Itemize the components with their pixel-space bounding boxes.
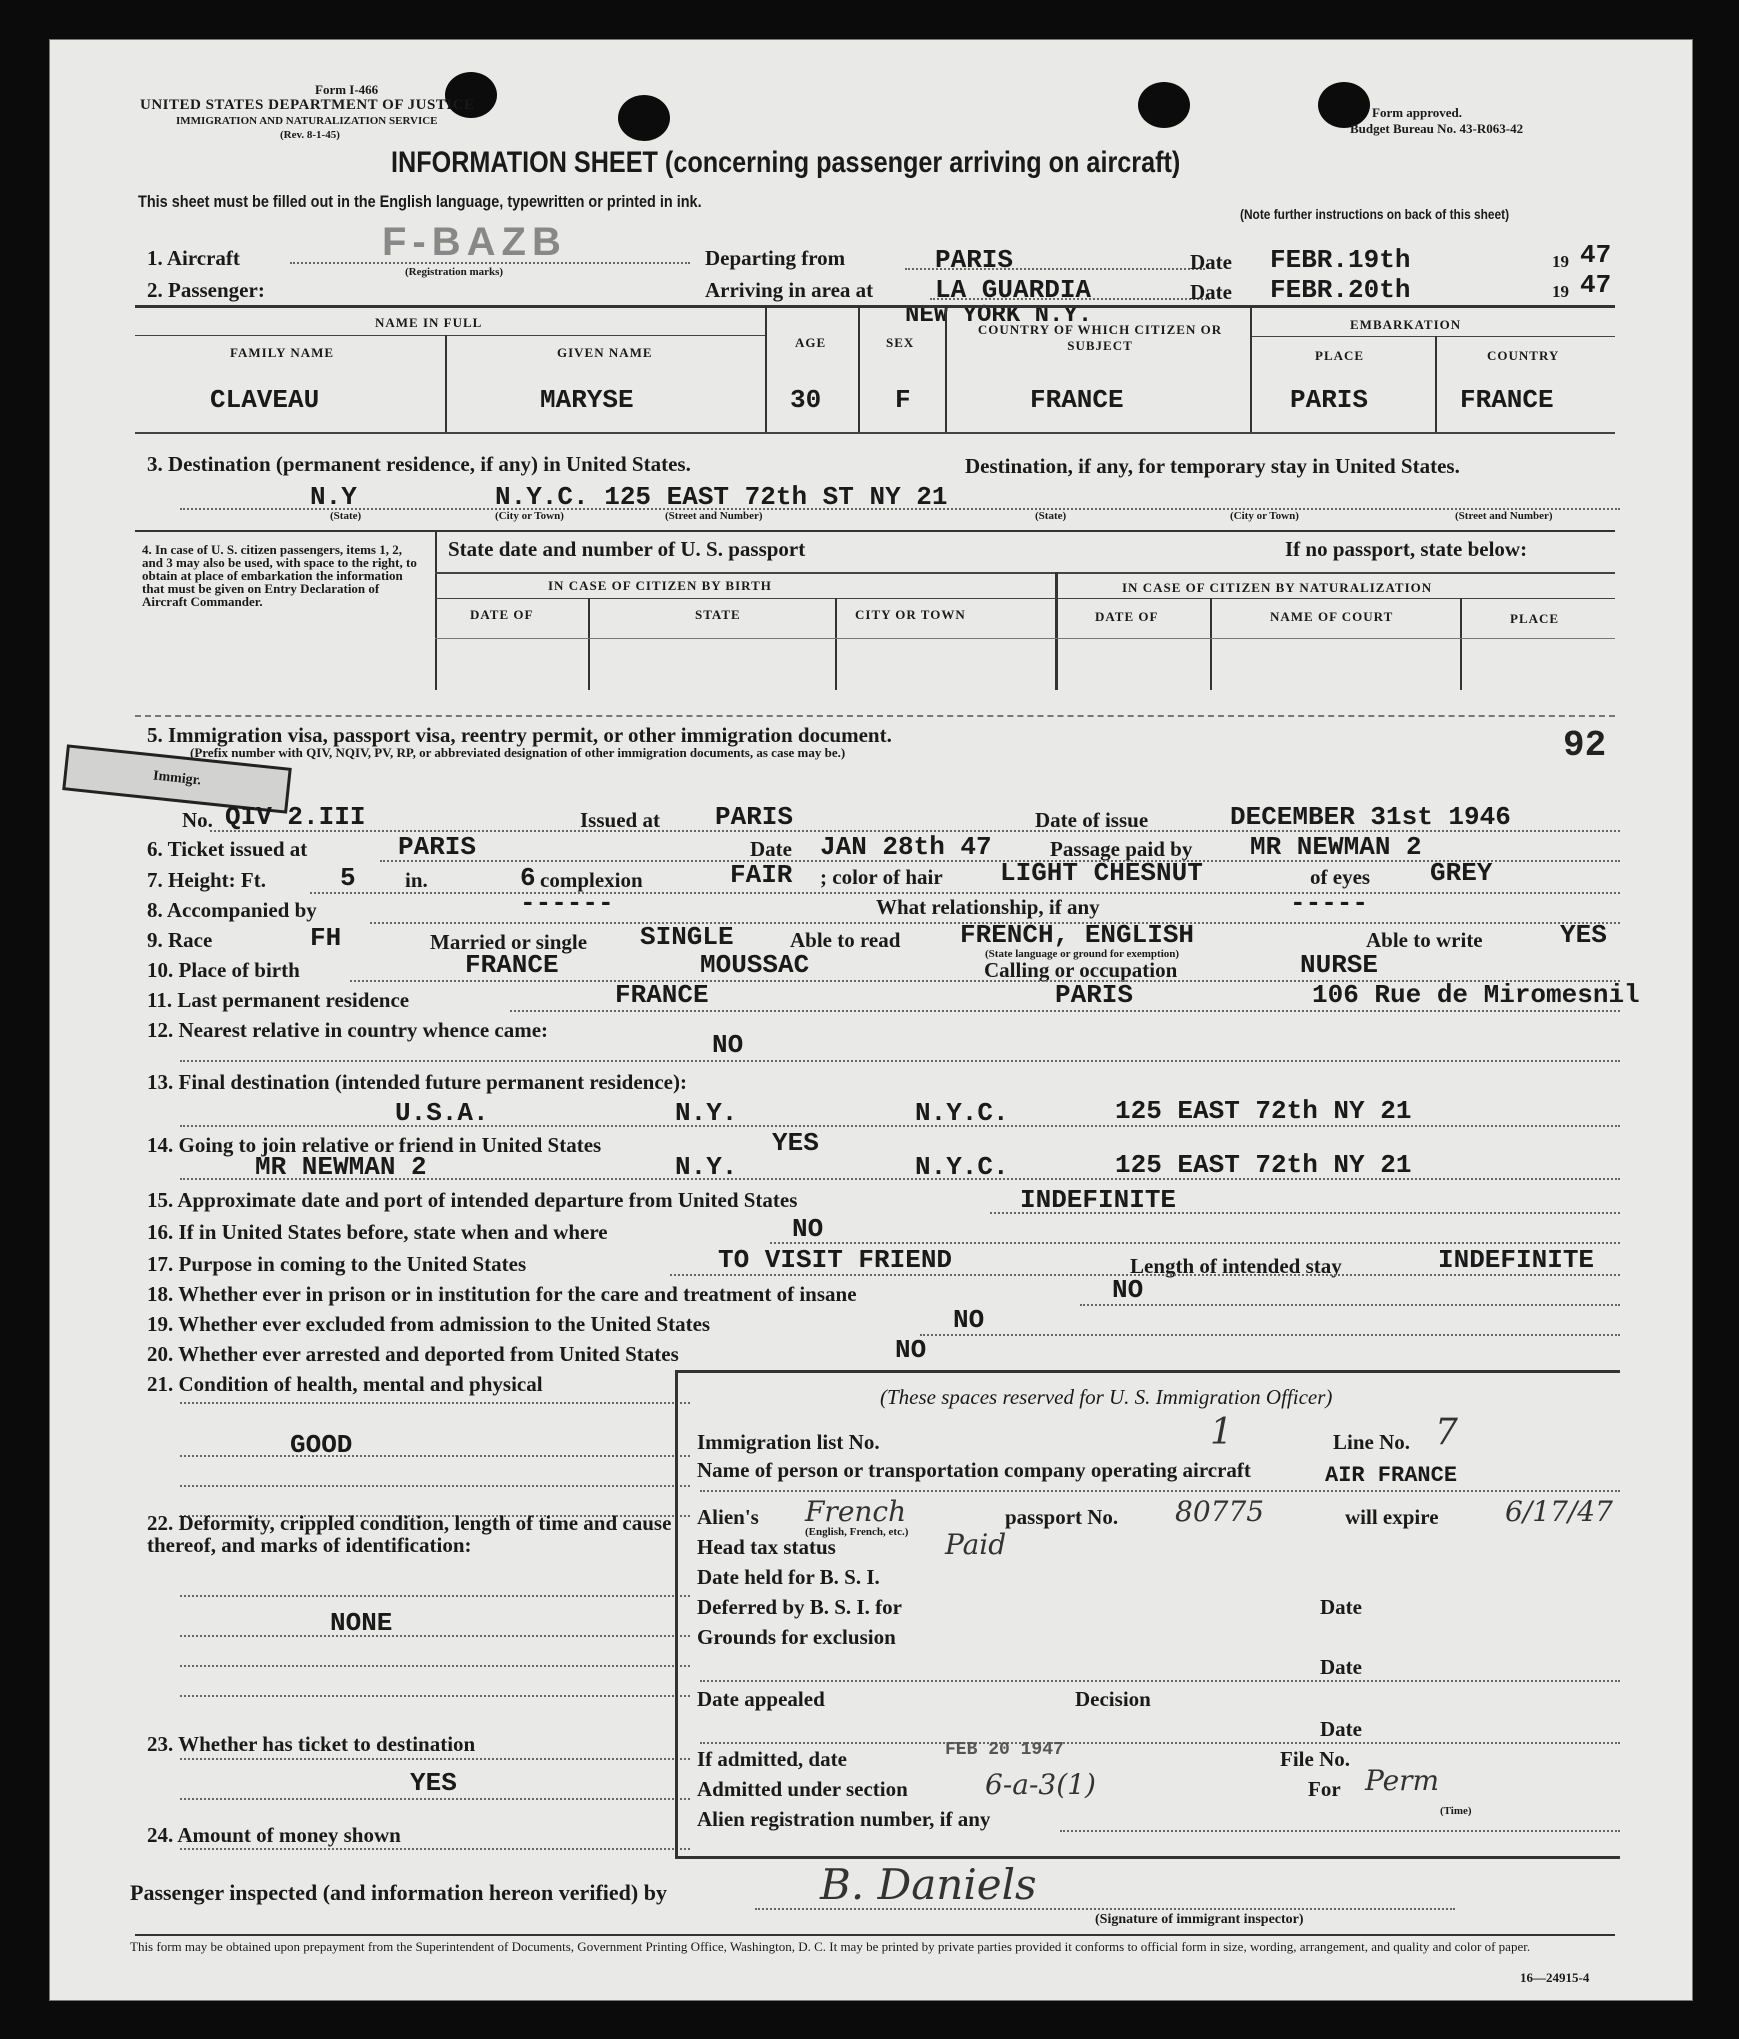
- punch-hole: [618, 95, 670, 141]
- destination-label: 3. Destination (permanent residence, if any) in United States.: [147, 452, 691, 476]
- issued-at: PARIS: [715, 802, 794, 832]
- arrival-date: FEBR.20th: [1270, 275, 1411, 305]
- departure-date-label: Date: [1190, 250, 1232, 274]
- visa-label: 5. Immigration visa, passport visa, reentry permit, or other immigration document.: [147, 723, 892, 747]
- embark-country: FRANCE: [1460, 385, 1554, 415]
- officer-box-title: (These spaces reserved for U. S. Immigration Officer): [880, 1385, 1333, 1409]
- join-city: N.Y.C.: [915, 1152, 1009, 1182]
- fill-instruction: This sheet must be filled out in the English language, typewritten or printed in ink.: [138, 192, 702, 211]
- head-tax: Paid: [945, 1528, 1007, 1561]
- form-number: Form I-466: [315, 82, 379, 97]
- able-to-write: YES: [1560, 920, 1607, 950]
- race: FH: [310, 923, 342, 953]
- alien-nationality: French: [805, 1495, 907, 1528]
- operating-company: AIR FRANCE: [1325, 1463, 1458, 1488]
- citizen-by-birth-header: IN CASE OF CITIZEN BY BIRTH: [548, 578, 772, 593]
- citizen-instructions: 4. In case of U. S. citizen passengers, items 1, 2, and 3 may also be used, with space to the right, to obtain at place of embarkation the information that must be given on Entry Declaration of Aircraft Commander.: [142, 542, 417, 609]
- citizenship-header: COUNTRY OF WHICH CITIZEN OR SUBJECT: [977, 322, 1223, 353]
- aircraft-label: 1. Aircraft: [147, 246, 240, 270]
- departure-year: 47: [1580, 240, 1612, 270]
- visa-sub: (Prefix number with QIV, NQIV, PV, RP, or abbreviated designation of other immigration documents, as case may be.): [190, 745, 846, 760]
- length-of-stay: INDEFINITE: [1438, 1245, 1595, 1275]
- final-state: N.Y.: [675, 1098, 738, 1128]
- service: IMMIGRATION AND NATURALIZATION SERVICE: [176, 115, 438, 127]
- prison-history: NO: [1112, 1275, 1144, 1305]
- join-name: MR NEWMAN 2: [255, 1152, 427, 1182]
- aircraft-value: F-BAZB: [382, 220, 567, 264]
- embark-place: PARIS: [1290, 385, 1369, 415]
- marital-status: SINGLE: [640, 922, 734, 952]
- signature-caption: (Signature of immigrant inspector): [1095, 1912, 1304, 1927]
- sex: F: [895, 385, 911, 415]
- departing-label: Departing from: [705, 246, 846, 270]
- departing-value: PARIS: [935, 245, 1014, 275]
- print-code: 16—24915-4: [1520, 1970, 1590, 1985]
- arrival-year: 47: [1580, 270, 1612, 300]
- complexion: FAIR: [730, 860, 793, 890]
- arriving-value: LA GUARDIA: [935, 275, 1092, 305]
- name-in-full-header: NAME IN FULL: [375, 315, 483, 330]
- given-name: MARYSE: [540, 385, 634, 415]
- admitted-for: Perm: [1365, 1764, 1440, 1797]
- arriving-city: NEW YORK N.Y.: [905, 302, 1093, 329]
- last-residence-country: FRANCE: [615, 980, 709, 1010]
- year-prefix: 19: [1552, 282, 1569, 301]
- admitted-date: FEB 20 1947: [945, 1740, 1064, 1760]
- age-header: AGE: [795, 335, 827, 350]
- passport-number: 80775: [1175, 1495, 1265, 1528]
- destination-street: N.Y.C. 125 EAST 72th ST NY 21: [495, 482, 948, 512]
- date-of-issue-label: Date of issue: [1035, 808, 1149, 832]
- citizenship: FRANCE: [1030, 385, 1124, 415]
- birth-city: MOUSSAC: [700, 950, 810, 980]
- country-header: COUNTRY: [1487, 348, 1560, 363]
- issued-at-label: Issued at: [580, 808, 660, 832]
- deformity-label: 22. Deformity, crippled condition, length of time and cause thereof, and marks of identification:: [147, 1511, 672, 1557]
- departure-date: FEBR.19th: [1270, 245, 1411, 275]
- budget-number: Budget Bureau No. 43-R063-42: [1350, 121, 1524, 136]
- year-prefix: 19: [1552, 252, 1569, 271]
- page-number: 92: [1563, 725, 1607, 766]
- list-number: 1: [1210, 1412, 1233, 1453]
- height-ft: 5: [340, 863, 356, 893]
- join-state: N.Y.: [675, 1152, 738, 1182]
- destination-state: N.Y: [310, 482, 357, 512]
- deformity: NONE: [330, 1608, 393, 1638]
- passport-expiry: 6/17/47: [1505, 1495, 1613, 1528]
- ticket-issued: PARIS: [398, 832, 477, 862]
- inspector-signature: B. Daniels: [820, 1860, 1037, 1909]
- excluded-history: NO: [953, 1305, 985, 1335]
- footer-note: This form may be obtained upon prepayment from the Superintendent of Documents, Government Printing Office, Washington, D. C. It may be printed by private parties provided it conforms to official form in size, wording, arrangement, and quality and color of paper.: [130, 1939, 1531, 1954]
- revision: (Rev. 8-1-45): [280, 129, 340, 141]
- passage-paid-by: MR NEWMAN 2: [1250, 832, 1422, 862]
- registration-marks-label: (Registration marks): [405, 266, 504, 278]
- deported-history: NO: [895, 1335, 927, 1365]
- accompanied-by: ------: [520, 888, 614, 918]
- back-note: (Note further instructions on back of this sheet): [1240, 206, 1510, 222]
- stamp: Immigr.: [62, 744, 292, 813]
- going-to-join: YES: [772, 1128, 819, 1158]
- arriving-label: Arriving in area at: [705, 278, 874, 302]
- form-approved: Form approved.: [1372, 105, 1463, 120]
- embarkation-header: EMBARKATION: [1350, 317, 1462, 332]
- final-country: U.S.A.: [395, 1098, 489, 1128]
- arrival-date-label: Date: [1190, 280, 1232, 304]
- visa-number-label: No.: [182, 808, 213, 832]
- ticket-date: JAN 28th 47: [820, 832, 992, 862]
- family-name-header: FAMILY NAME: [230, 345, 335, 360]
- form-title: INFORMATION SHEET (concerning passenger arriving on aircraft): [391, 146, 1181, 179]
- last-residence-city: PARIS: [1055, 980, 1134, 1010]
- previously-in-us: NO: [792, 1214, 824, 1244]
- join-street: 125 EAST 72th NY 21: [1115, 1150, 1412, 1180]
- nearest-relative: NO: [712, 1030, 744, 1060]
- last-residence-street: 106 Rue de Miromesnil: [1312, 980, 1640, 1010]
- place-header: PLACE: [1315, 348, 1365, 363]
- form-sheet: Form I-466 UNITED STATES DEPARTMENT OF JUSTICE IMMIGRATION AND NATURALIZATION SERVICE (Rev. 8-1-45) Form approved. Budget Bureau No. 43-R063-42 INFORMATION SHEET (concerning passenger arriving on aircraft) This sheet must be filled out in the English language, typewritten or printed in ink. (Note further instructions on back of this sheet) 1. Aircraft F-BAZB (Registration marks) 2. Passenger: Departing from PARIS Arriving in area at LA GUARDIA NEW YORK N.Y. Date FEBR.19th 19 47 Date FEBR.20th 19 47 NAME IN FULL EMBARKATION FAMILY NAME GIVEN NAME AGE SEX COUNTRY OF WHICH CITIZEN OR SUBJECT PLACE COUNTRY CLAVEAU MARYSE 30 F FRANCE PARIS FRANCE 3. Destination (permanent residence, if any) in United States. Destination, if any, for temporary stay in United States. N.Y N.Y.C. 125 EAST 72th ST NY 21 (State) (City or Town) (Street and Number) (State) (City or Town) (Street and Number) 4. In case of U. S. citizen passengers, items 1, 2, and 3 may also be used, with space to the right, to obtain at place of embarkation the information that must be given on Entry Declaration of Aircraft Commander. State date and number of U. S. passport If no passport, state below: IN CASE OF CITIZEN BY BIRTH IN CASE OF CITIZEN BY NATURALIZATION DATE OF STATE CITY OR TOWN DATE OF NAME OF COURT PLACE 5. Immigration visa, passport visa, reentry permit, or other immigration document. (Prefix number with QIV, NQIV, PV, RP, or abbreviated designation of other immigration documents, as case may be.) 92 Immigr. No. QIV 2.III Issued at PARIS Date of issue DECEMBER 31st 1946 6. Ticket issued at PARIS Date JAN 28th 47 Passage paid by MR NEWMAN 2 7. Height: Ft. 5 in. 6 complexion FAIR ; color of hair LIGHT CHESNUT of eyes GREY 8. Accompanied by ------ What relationship, if any ----- 9. Race FH Married or single SINGLE Able to read FRENCH, ENGLISH (State language or ground for exemption) Able to write YES 10. Place of birth FRANCE MOUSSAC Calling or occupation NURSE 11. Last permanent residence FRANCE PARIS 106 Rue de Miromesnil 12. Nearest relative in country whence came: NO 13. Final destination (intended future permanent residence): U.S.A. N.Y. N.Y.C. 125 EAST 72th NY 21 14. Going to join relative or friend in United States YES MR NEWMAN 2 N.Y. N.Y.C. 125 EAST 72th NY 21 15. Approximate date and port of intended departure from United States INDEFINITE 16. If in United States before, state when and where NO 17. Purpose in coming to the United States TO VISIT FRIEND Length of intended stay INDEFINITE 18. Whether ever in prison or in institution for the care and treatment of insane NO 19. Whether ever excluded from admission to the United States NO 20. Whether ever arrested and deported from United States NO 21. Condition of health, mental and physical GOOD 22. Deformity, crippled condition, length of time and cause thereof, and marks of identification: NONE 23. Whether has ticket to destination YES 24. Amount of money shown (These spaces reserved for U. S. Immigration Officer) Immigration list No. 1 Line No. 7 Name of person or transportation company operating aircraft AIR FRANCE Alien's French (English, French, etc.) passport No. 80775 will expire 6/17/47 Head tax status Paid Date held for B. S. I. Deferred by B. S. I. for Date Grounds for exclusion Date Date appealed Decision Date FEB 20 1947 If admitted, date File No. Admitted under section 6-a-3(1) For Perm (Time) Alien registration number, if any Passenger inspected (and information hereon verified) by B. Daniels (Signature of immigrant inspector) This form may be obtained upon prepayment from the Superintendent of Documents, Government Printing Office, Washington, D. C. It may be printed by private parties provided it conforms to official form in size, wording, arrangement, and quality and color of paper. 16—24915-4: [50, 40, 1692, 2000]
- ticket-to-destination: YES: [410, 1768, 457, 1798]
- passenger-label: 2. Passenger:: [147, 278, 265, 302]
- visa-number: QIV 2.III: [225, 802, 366, 832]
- final-street: 125 EAST 72th NY 21: [1115, 1096, 1412, 1126]
- sex-header: SEX: [886, 335, 915, 350]
- department: UNITED STATES DEPARTMENT OF JUSTICE: [140, 97, 475, 113]
- date-of-issue: DECEMBER 31st 1946: [1230, 802, 1511, 832]
- birth-country: FRANCE: [465, 950, 559, 980]
- inspected-by-label: Passenger inspected (and information hereon verified) by: [130, 1880, 667, 1905]
- health-condition: GOOD: [290, 1430, 353, 1460]
- able-to-read: FRENCH, ENGLISH: [960, 920, 1195, 950]
- relationship: -----: [1290, 888, 1369, 918]
- family-name: CLAVEAU: [210, 385, 320, 415]
- admitted-section: 6-a-3(1): [985, 1768, 1096, 1801]
- eye-color: GREY: [1430, 858, 1493, 888]
- final-city: N.Y.C.: [915, 1098, 1009, 1128]
- intended-departure: INDEFINITE: [1020, 1185, 1177, 1215]
- height-in: 6: [520, 863, 536, 893]
- citizen-by-naturalization-header: IN CASE OF CITIZEN BY NATURALIZATION: [1122, 580, 1433, 595]
- age: 30: [790, 385, 822, 415]
- temp-destination-label: Destination, if any, for temporary stay in United States.: [965, 454, 1460, 478]
- given-name-header: GIVEN NAME: [557, 345, 653, 360]
- line-number: 7: [1435, 1412, 1458, 1453]
- punch-hole: [1138, 82, 1190, 128]
- no-passport-label: If no passport, state below:: [1285, 537, 1528, 561]
- purpose: TO VISIT FRIEND: [718, 1245, 953, 1275]
- occupation: NURSE: [1300, 950, 1379, 980]
- us-passport-label: State date and number of U. S. passport: [448, 537, 806, 561]
- hair-color: LIGHT CHESNUT: [1000, 858, 1203, 888]
